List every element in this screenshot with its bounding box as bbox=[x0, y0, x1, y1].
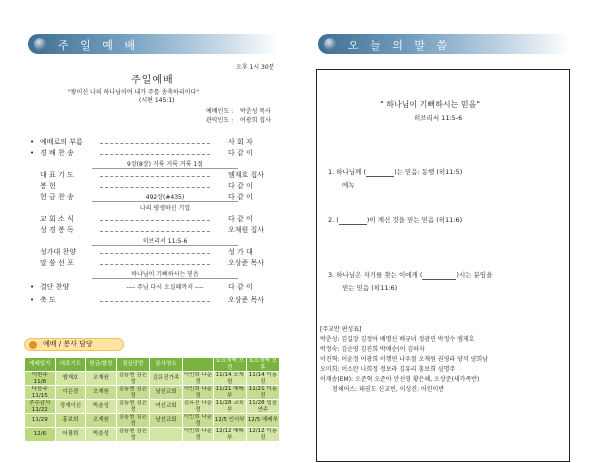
table-cell: 11/28 밀을연주 bbox=[246, 400, 279, 414]
order-leader: 다 같 이 bbox=[228, 149, 253, 157]
order-leader: 다 같 이 bbox=[228, 193, 253, 201]
order-detail: 하나님이 기뻐하시는 믿음 bbox=[131, 271, 199, 278]
dotted-leader bbox=[100, 176, 210, 177]
table-cell: 오재원 bbox=[86, 414, 117, 428]
dotted-leader bbox=[100, 253, 210, 254]
divider-line bbox=[92, 245, 238, 246]
order-detail: 9장(8장) 거룩 거룩 거룩 1절 bbox=[127, 161, 203, 168]
order-detail: ---- 주님 다시 오실때까지 ---- bbox=[126, 284, 204, 291]
table-header: 대표기도 bbox=[55, 358, 86, 372]
duty-table-body bbox=[25, 372, 280, 442]
dotted-leader bbox=[100, 154, 210, 155]
order-item: 축 도 bbox=[40, 296, 56, 304]
table-cell: 홍보희 bbox=[55, 414, 86, 428]
table-cell: 11/21 예배부 bbox=[213, 386, 246, 400]
role-name: 어광희 집사 bbox=[240, 117, 271, 124]
question-1-hint: 에녹 bbox=[342, 181, 355, 189]
order-detail: 나의 평생하신 기업 bbox=[139, 205, 191, 212]
question-text: )는 믿음: 동행 (히11:5) bbox=[394, 168, 463, 176]
role-label: 예배인도 : bbox=[206, 108, 234, 115]
dotted-leader bbox=[100, 220, 210, 221]
role-label: 관악인도 : bbox=[206, 117, 234, 124]
order-bullet: • bbox=[30, 283, 35, 291]
table-cell: 11/21 이동진 bbox=[246, 386, 279, 400]
bullet-icon bbox=[324, 38, 336, 50]
roster-line: 오미희: 이소란 나희정 정보라 김유리 홍보희 심명주 bbox=[320, 366, 456, 373]
order-bullet: • bbox=[30, 138, 35, 146]
table-cell: 박춘성 bbox=[86, 400, 117, 414]
question-3-cont: 믿는 믿음 (히11:6) bbox=[342, 284, 398, 292]
order-leader: 사 회 자 bbox=[228, 138, 253, 146]
order-detail: 히브리서 11:5-6 bbox=[142, 238, 188, 245]
table-cell: 어광희 bbox=[55, 428, 86, 442]
service-title: 주일예배 bbox=[131, 75, 174, 86]
divider-line bbox=[92, 278, 238, 279]
table-header: 토요새벽 오전 bbox=[213, 358, 246, 372]
service-time: 오후 1시 30분 bbox=[236, 64, 275, 71]
table-cell: 여선교회 bbox=[149, 400, 182, 414]
roster-line: 청체어스: 태권도 신교빈, 이성진: 어린이반 bbox=[332, 386, 445, 393]
class-roster bbox=[320, 325, 568, 395]
order-leader: 성 가 대 bbox=[228, 248, 253, 256]
worship-section-title: 주 일 예 배 bbox=[58, 39, 139, 52]
answer-blank[interactable] bbox=[422, 272, 456, 280]
question-text: )시는 분임을 bbox=[456, 271, 493, 279]
order-item: 교 회 소 식 bbox=[40, 215, 74, 223]
bullet-icon bbox=[34, 38, 46, 50]
table-cell: 김동원 김은정 bbox=[116, 372, 149, 386]
sermon-title: " 하나님이 기뻐하시는 믿음" bbox=[380, 100, 480, 109]
table-cell: 정재이신 bbox=[55, 400, 86, 414]
answer-blank[interactable] bbox=[339, 217, 367, 225]
dotted-leader bbox=[100, 143, 210, 144]
table-cell: 김동원 김은정 bbox=[116, 400, 149, 414]
order-item: 말 씀 선 포 bbox=[40, 259, 74, 267]
roster-heading: [주교반 편성표] bbox=[320, 326, 362, 333]
table-cell: 김유진가족 bbox=[149, 372, 182, 386]
table-row bbox=[25, 386, 280, 400]
table-cell bbox=[149, 428, 182, 442]
question-3 bbox=[328, 271, 492, 280]
dotted-leader bbox=[100, 187, 210, 188]
table-header bbox=[183, 358, 214, 372]
table-cell: 남선교회 bbox=[149, 386, 182, 400]
table-row bbox=[25, 428, 280, 442]
duty-heading bbox=[24, 338, 124, 351]
order-item: 경 배 찬 송 bbox=[40, 149, 74, 157]
sermon-section-title: 오 늘 의 말 씀 bbox=[348, 39, 452, 52]
question-2 bbox=[328, 216, 462, 225]
table-cell: 김동원 김은정 bbox=[116, 386, 149, 400]
role-name: 박춘성 목사 bbox=[240, 108, 271, 115]
table-header: 점심당번 bbox=[116, 358, 149, 372]
order-bullet: • bbox=[30, 149, 35, 157]
divider-line bbox=[92, 201, 238, 202]
roster-line: 박춘성: 김길장 김정아 배명신 배규녀 정광민 박정수 엠재호 bbox=[320, 336, 475, 343]
answer-blank[interactable] bbox=[366, 169, 394, 177]
table-cell: 남선교회 bbox=[149, 414, 182, 428]
table-cell: 이은정 bbox=[55, 386, 86, 400]
table-cell: 12/6 bbox=[25, 428, 56, 442]
table-cell: 12/5 인사부 bbox=[213, 414, 246, 428]
table-cell: 이인희 나운정 bbox=[183, 372, 213, 385]
order-bullet: • bbox=[30, 296, 35, 304]
question-text: )이 계신 것을 믿는 믿음 (히11:6) bbox=[366, 216, 463, 224]
question-1 bbox=[328, 168, 462, 177]
dotted-leader bbox=[100, 231, 210, 232]
table-cell: 12/12 예배부 bbox=[213, 428, 246, 442]
table-cell: 김동원 김은정 bbox=[116, 428, 149, 442]
table-cell: 이인희 나운정 bbox=[183, 428, 213, 441]
table-cell: 김유진 나운정 bbox=[183, 400, 213, 413]
order-detail: 492장(#435) bbox=[145, 194, 185, 201]
table-row bbox=[25, 400, 280, 414]
table-cell: 이번주 11/8 bbox=[25, 372, 56, 386]
order-item: 결단 찬양 bbox=[40, 283, 70, 291]
table-cell: 오재원 bbox=[86, 386, 117, 400]
table-header: 헌금/합창 bbox=[86, 358, 117, 372]
order-leader: 다 같 이 bbox=[228, 283, 253, 291]
order-item: 봉 헌 bbox=[40, 182, 56, 190]
order-leader: 다 같 이 bbox=[228, 215, 253, 223]
theme-verse-ref: (시편 145:1) bbox=[139, 97, 175, 104]
order-item: 헌 금 찬 송 bbox=[40, 193, 74, 201]
dotted-leader bbox=[100, 264, 210, 265]
worship-section-banner bbox=[28, 34, 280, 54]
roster-line: 이진혁: 이윤정 어광희 이행연 나우철 오재원 권영라 양석 양희남 bbox=[320, 356, 488, 363]
table-cell: 박춘성 bbox=[86, 428, 117, 442]
table-cell: 12/5 예배부 bbox=[246, 414, 279, 428]
table-cell: 다음주 11/15 bbox=[25, 386, 56, 400]
question-text: 3. 하나님은 자기를 찾는 이에게 ( bbox=[328, 271, 423, 279]
order-item: 예배로의 부름 bbox=[40, 138, 83, 146]
duty-heading-label: 예배 / 봉사 담당 bbox=[43, 340, 93, 348]
table-header: 봉사청소 bbox=[149, 358, 182, 372]
question-text: 2. ( bbox=[328, 216, 339, 224]
table-header: 토요새벽 오후 bbox=[246, 358, 279, 372]
divider-line bbox=[92, 168, 238, 169]
table-row bbox=[25, 372, 280, 386]
sermon-section-banner bbox=[318, 34, 570, 54]
dotted-leader bbox=[100, 301, 210, 302]
sermon-reference: 히브리서 11:5-6 bbox=[414, 114, 463, 122]
table-cell: 엠재호 bbox=[55, 372, 86, 386]
duty-table bbox=[24, 357, 280, 442]
table-cell: 추수감사 11/22 bbox=[25, 400, 56, 414]
order-leader: 오상준 목사 bbox=[228, 296, 265, 304]
table-cell: 11/14 오재원 bbox=[213, 372, 246, 386]
table-cell: 이인희 나운정 bbox=[183, 386, 213, 399]
table-row bbox=[25, 414, 280, 428]
order-leader: 오상준 목사 bbox=[228, 259, 265, 267]
table-cell: 12/12 이동진 bbox=[246, 428, 279, 442]
roster-line: 박정숙: 김순영 김진희 박애순(어 김하자 bbox=[320, 346, 425, 353]
sermon-notes-box bbox=[316, 69, 570, 462]
table-cell: 11/28 교육부 bbox=[213, 400, 246, 414]
table-cell: 11/14 이동진 bbox=[246, 372, 279, 386]
order-item: 성가대 찬양 bbox=[40, 248, 77, 256]
table-cell: 김동원 김은정 bbox=[116, 414, 149, 428]
bullet-icon bbox=[29, 341, 37, 349]
table-cell: 오재원 bbox=[86, 372, 117, 386]
roster-line: 이재송(EM): 오준혁 오준아 안선영 황은혜, 오상준(새가족반) bbox=[320, 376, 480, 383]
order-leader: 다 같 이 bbox=[228, 182, 253, 190]
order-item: 성 경 봉 독 bbox=[40, 226, 74, 234]
table-header: 예배일자 bbox=[25, 358, 56, 372]
question-text: 1. 하나님께 ( bbox=[328, 168, 366, 176]
table-cell: 이인희 나운정 bbox=[183, 414, 213, 427]
theme-verse: "왕이신 나의 하나님이여 내가 주를 송축하리이다" bbox=[68, 89, 199, 96]
order-item: 대 표 기 도 bbox=[40, 171, 74, 179]
order-leader: 오재원 집사 bbox=[228, 226, 265, 234]
order-leader: 엠재호 집사 bbox=[228, 171, 265, 179]
table-cell: 11/29 bbox=[25, 414, 56, 428]
